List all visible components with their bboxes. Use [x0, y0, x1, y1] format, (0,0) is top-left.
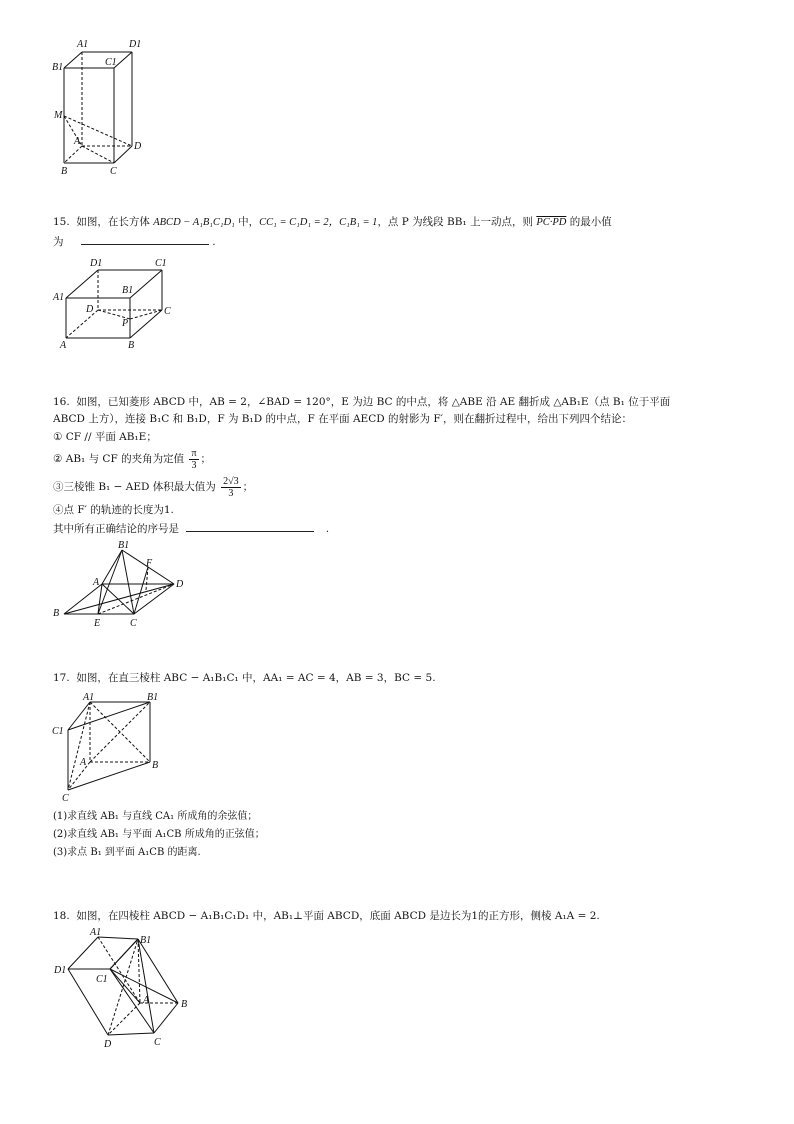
label-M: M [54, 110, 63, 121]
figure-q17 [50, 690, 170, 808]
label-C: C [164, 306, 171, 317]
q15-wei: 为 [53, 236, 64, 248]
label-A1: A1 [83, 692, 95, 703]
label-A: A [80, 757, 87, 768]
label-D: D [86, 304, 94, 315]
label-C1: C1 [155, 258, 167, 269]
q18-stem-text: 如图，在四棱柱 ABCD − A₁B₁C₁D₁ 中，AB₁⊥平面 ABCD，底面 ABCD 是边长为1的正方形，侧棱 A₁A = 2. [76, 910, 600, 922]
fraction-pi-over-3 [189, 448, 198, 471]
label-C: C [62, 793, 69, 804]
q15-prism: ABCD − A₁B₁C₁D₁ [153, 217, 235, 228]
figure-q18-svg [50, 925, 200, 1050]
figure-q16 [50, 540, 190, 633]
q15-lengths: CC₁ = C₁D₁ = 2，C₁B₁ = 1 [259, 217, 378, 228]
label-B: B [181, 999, 188, 1010]
q16-text-2: ABCD 上方），连接 B₁C 和 B₁D，F 为 B₁D 的中点，F 在平面 AECD 的射影为 F′，则在翻折过程中，给出下列四个结论： [53, 413, 632, 425]
q17-part-2-text: (2)求直线 AB₁ 与平面 A₁CB 所成角的正弦值； [53, 829, 265, 840]
q16-ask-text: 其中所有正确结论的序号是 [53, 523, 179, 535]
label-A1: A1 [90, 927, 102, 938]
q16-conclusion-2 [53, 446, 211, 472]
q15-text-g: 的最小值 [566, 216, 612, 228]
label-A: A [74, 136, 81, 147]
q16-answer-blank [186, 521, 314, 532]
label-C: C [110, 166, 117, 177]
label-B1: B1 [122, 285, 134, 296]
q17-stem-text: 如图，在直三棱柱 ABC − A₁B₁C₁ 中，AA₁ = AC = 4，AB = 3，BC = 5. [76, 672, 436, 684]
fraction-numerator: π [191, 447, 197, 459]
label-B1: B1 [147, 692, 159, 703]
label-B1: B1 [118, 540, 130, 551]
label-A: A [60, 340, 67, 351]
q16-number: 16. [53, 396, 70, 408]
q15-text-e: ，点 P 为线段 BB₁ 上一动点，则 [377, 216, 537, 228]
fraction-denominator: 3 [191, 459, 197, 471]
conclusion-3-text: ③三棱锥 B₁ − AED 体积最大值为 [53, 481, 216, 493]
q17-part-1 [53, 810, 257, 824]
q15-end: . [212, 236, 216, 248]
label-C1: C1 [96, 974, 108, 985]
q16-line1 [53, 395, 670, 409]
figure-q14-svg [50, 36, 160, 181]
figure-q16-svg [50, 540, 190, 630]
q18-number: 18. [53, 910, 70, 922]
q15-text-c: 中， [234, 216, 260, 228]
label-D: D [176, 579, 184, 590]
conclusion-2-text: ② AB₁ 与 CF 的夹角为定值 [53, 453, 185, 465]
q17-number: 17. [53, 672, 70, 684]
label-C: C [130, 618, 137, 629]
label-D: D [104, 1039, 112, 1050]
figure-q18 [50, 925, 200, 1053]
q15-vector-product: PC·PD [536, 217, 567, 228]
conclusion-1-text: ① CF // 平面 AB₁E； [53, 431, 157, 443]
figure-q15 [52, 256, 182, 354]
q17-part-3 [53, 846, 201, 860]
fraction-denominator: 3 [228, 487, 234, 499]
q17-part-1-text: (1)求直线 AB₁ 与直线 CA₁ 所成角的余弦值； [53, 811, 258, 822]
figure-q17-svg [50, 690, 170, 805]
q17-stem [53, 671, 436, 685]
q16-end: . [325, 523, 330, 535]
q16-ask [53, 521, 329, 536]
label-C: C [154, 1037, 161, 1048]
label-B: B [53, 608, 60, 619]
label-C1: C1 [105, 57, 117, 68]
label-P: P [122, 318, 129, 329]
q18-stem [53, 909, 600, 923]
fraction-numerator: 2√3 [223, 475, 239, 487]
label-D1: D1 [54, 965, 67, 976]
q16-text-1: 如图，已知菱形 ABCD 中，AB = 2，∠BAD = 120°，E 为边 BC 的中点，将 △ABE 沿 AE 翻折成 △AB₁E（点 B₁ 位于平面 [76, 396, 671, 408]
label-A1: A1 [77, 39, 89, 50]
label-A: A [143, 995, 150, 1006]
label-B: B [128, 340, 135, 351]
label-A1: A1 [53, 292, 65, 303]
label-B: B [152, 760, 159, 771]
q16-conclusion-3 [53, 474, 253, 500]
figure-q14 [50, 36, 160, 184]
conclusion-3-end: ； [242, 481, 254, 493]
fraction-2root3-over-3 [221, 476, 241, 499]
q16-conclusion-4 [53, 503, 174, 517]
q15-line1 [53, 215, 612, 230]
label-C1: C1 [52, 726, 64, 737]
label-D1: D1 [90, 258, 103, 269]
label-B: B [61, 166, 68, 177]
label-B1: B1 [140, 935, 152, 946]
q17-part-3-text: (3)求点 B₁ 到平面 A₁CB 的距离. [53, 847, 201, 858]
q17-part-2 [53, 828, 265, 842]
label-B1: B1 [52, 62, 64, 73]
label-D1: D1 [129, 39, 142, 50]
figure-q15-svg [52, 256, 182, 351]
label-D: D [134, 141, 142, 152]
conclusion-2-end: ； [200, 453, 211, 465]
q16-conclusion-1 [53, 430, 157, 444]
label-E: E [94, 618, 101, 629]
q15-text-a: 如图，在长方体 [76, 216, 154, 228]
q15-answer-blank [81, 234, 209, 245]
q15-number: 15. [53, 216, 70, 228]
label-A: A [93, 577, 100, 588]
conclusion-4-text: ④点 F′ 的轨迹的长度为1. [53, 504, 174, 516]
q15-line2 [53, 234, 216, 249]
label-F: F [146, 558, 153, 569]
q16-line2 [53, 412, 632, 426]
